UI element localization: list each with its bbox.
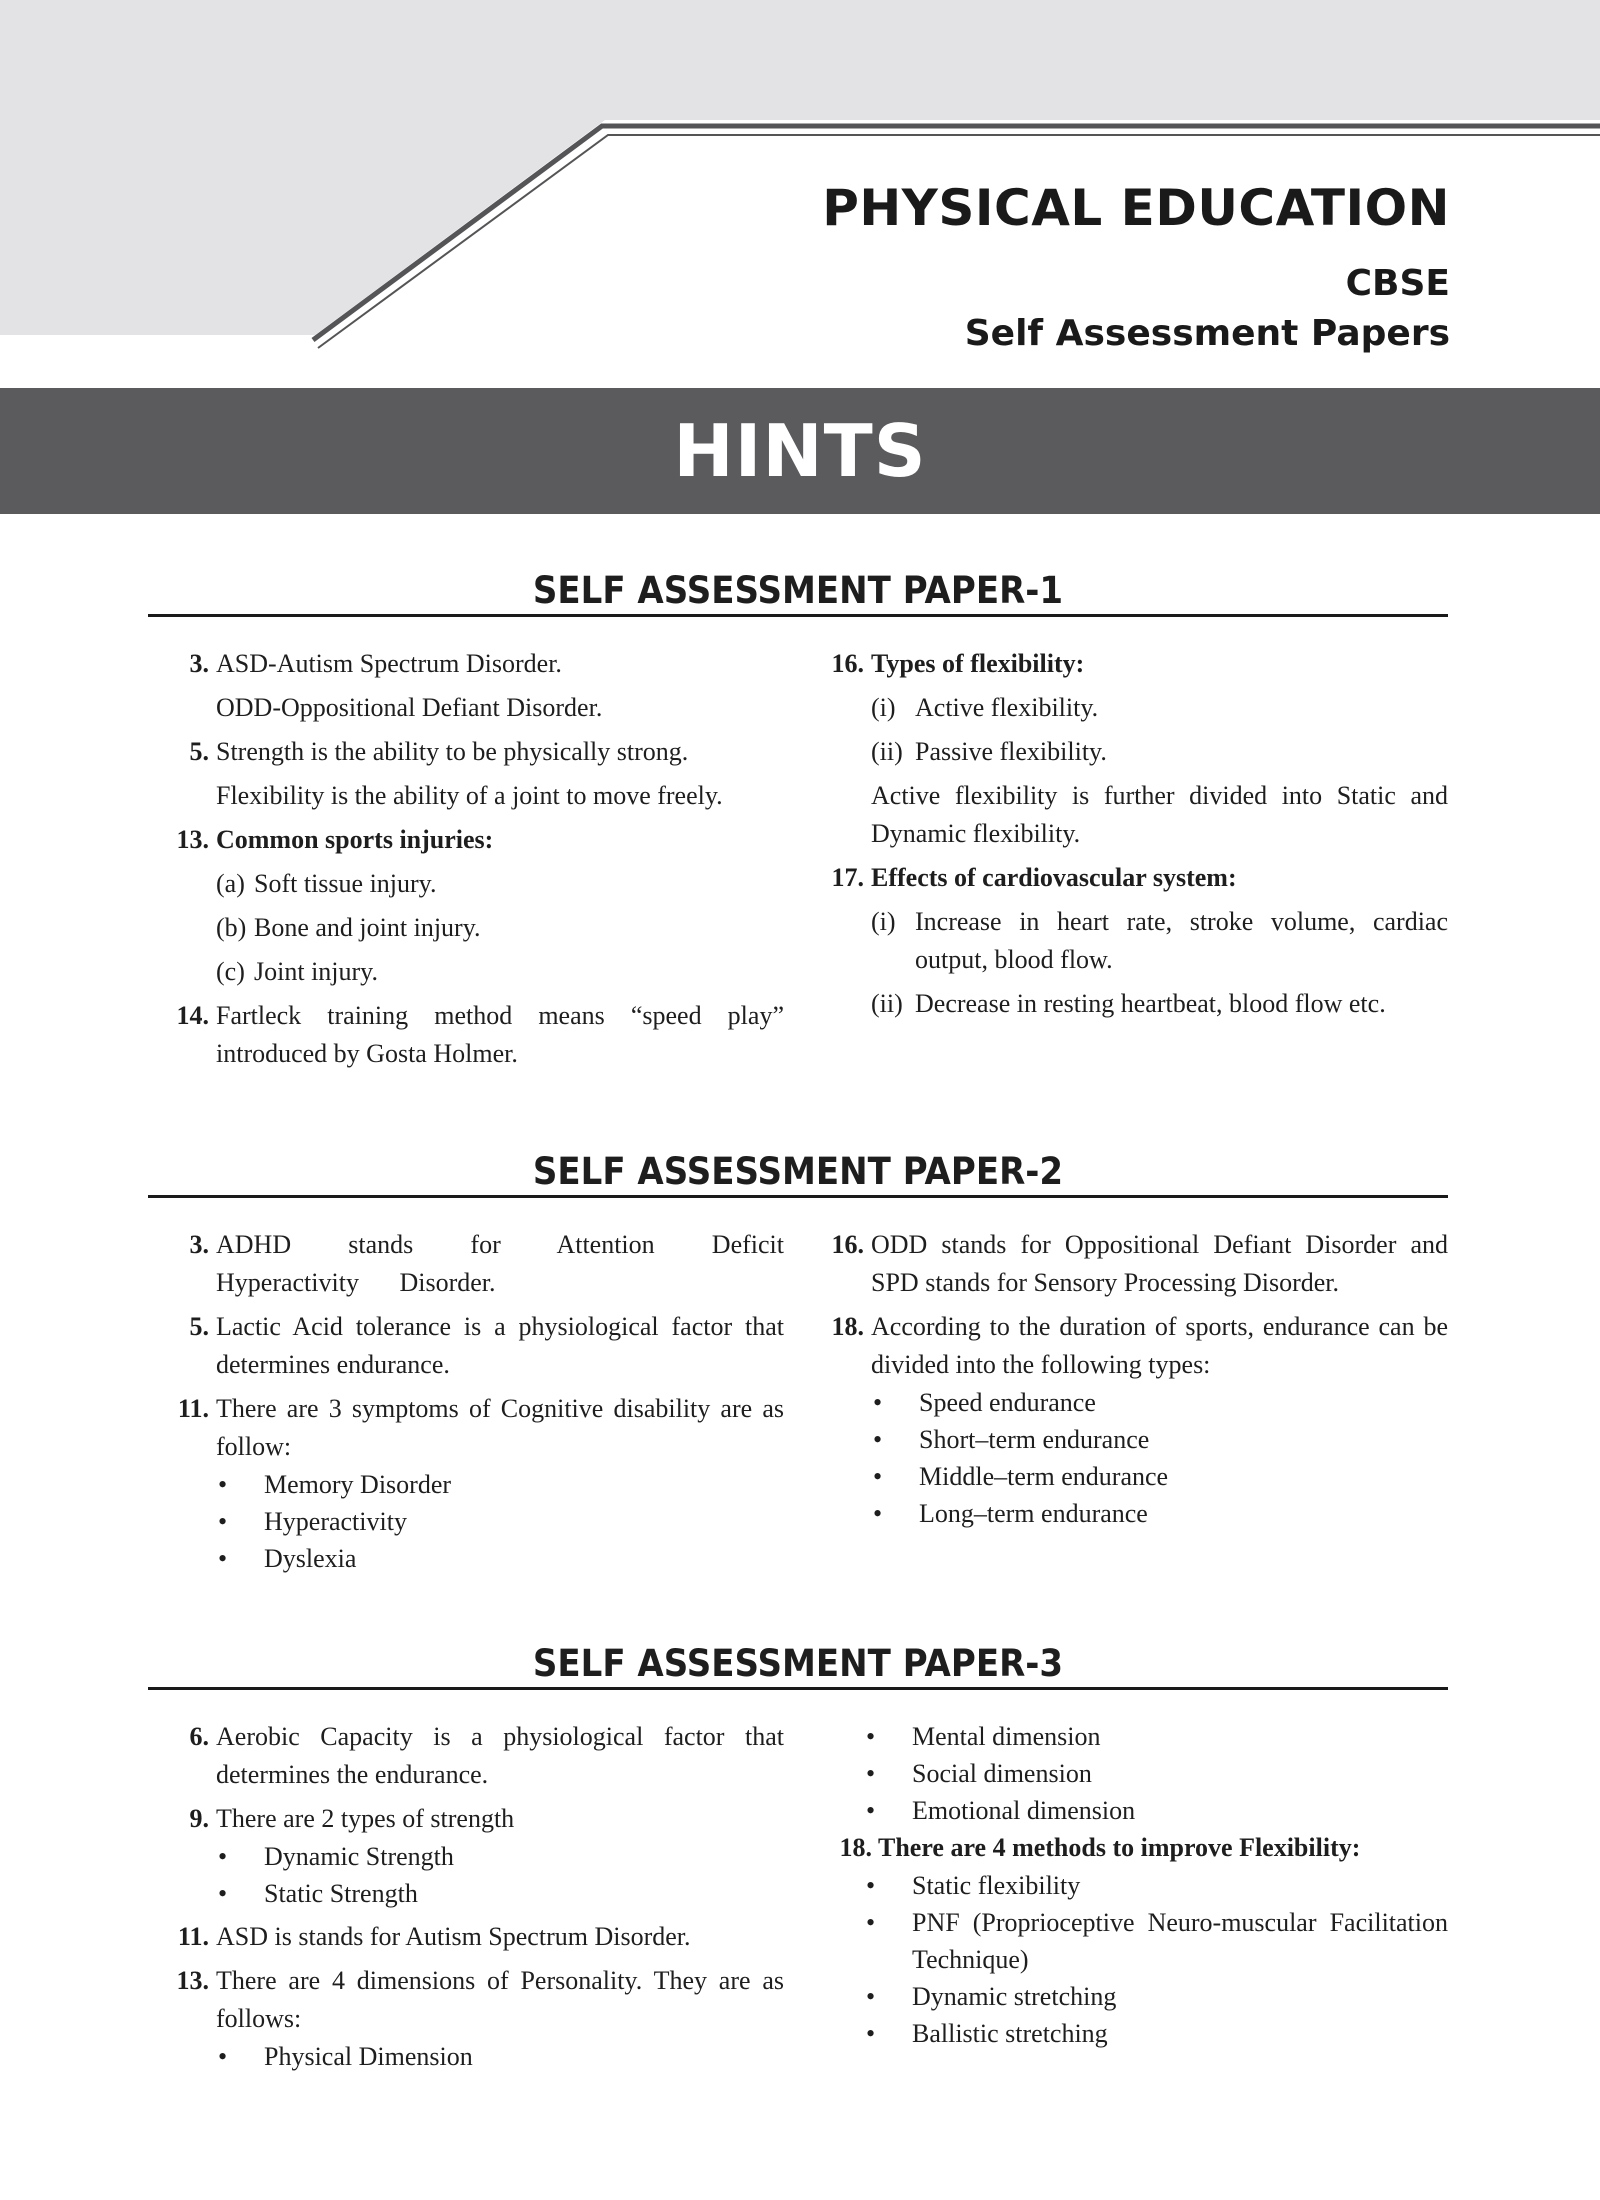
hint-item: [812, 859, 1448, 1023]
hint-text: Joint injury.: [254, 957, 378, 986]
hint-item: [165, 1308, 784, 1384]
right-column: [812, 1226, 1448, 1577]
section-title: SELF ASSESSMENT PAPER-3: [532, 1642, 1064, 1685]
item-number: 11.: [177, 1922, 209, 1951]
bullet-item: • Mental dimension: [864, 1718, 1448, 1755]
paper-3-section: [148, 1638, 1448, 2075]
page-title: PHYSICAL EDUCATION: [822, 179, 1450, 237]
bullet-text: Dynamic stretching: [912, 1982, 1117, 2011]
item-number: 16.: [831, 649, 864, 678]
hint-text: Fartleck training method means “speed play” introduced by Gosta Holmer.: [216, 1001, 784, 1068]
bullet-text: Static flexibility: [912, 1871, 1081, 1900]
bullet-item: • Static flexibility: [864, 1867, 1448, 1904]
hint-text: Active flexibility is further divided into Static and Dynamic flexibility.: [871, 781, 1448, 848]
item-number: 6.: [189, 1722, 209, 1751]
hint-heading: Common sports injuries:: [216, 825, 494, 854]
bullet-text: Long–term endurance: [919, 1499, 1148, 1528]
item-number: 5.: [189, 1312, 209, 1341]
bullet-text: Ballistic stretching: [912, 2019, 1108, 2048]
right-column: [812, 645, 1448, 1073]
subtitle: Self Assessment Papers: [964, 313, 1450, 354]
hint-item: [165, 1962, 784, 2075]
hint-item: [812, 645, 1448, 853]
hint-text: ODD stands for Oppositional Defiant Disorder and SPD stands for Sensory Processing Disorder.: [871, 1230, 1448, 1297]
hint-item: [165, 1718, 784, 1794]
board-label: CBSE: [1345, 263, 1450, 304]
hint-heading: There are 4 methods to improve Flexibility:: [878, 1833, 1361, 1862]
bullet-text: Middle–term endurance: [919, 1462, 1169, 1491]
hint-text: Aerobic Capacity is a physiological factor that determines the endurance.: [216, 1722, 784, 1789]
hint-text: Bone and joint injury.: [254, 913, 481, 942]
item-number: 5.: [189, 737, 209, 766]
hint-text: Flexibility is the ability of a joint to move freely.: [216, 781, 723, 810]
hint-item: [165, 645, 784, 727]
item-number: 13.: [176, 1966, 209, 1995]
hint-text: ODD-Oppositional Defiant Disorder.: [216, 693, 603, 722]
item-number: 13.: [176, 825, 209, 854]
bullet-text: Static Strength: [264, 1879, 418, 1908]
item-number: 11.: [177, 1394, 209, 1423]
bullet-text: Social dimension: [912, 1759, 1092, 1788]
bullet-item: • Dynamic stretching: [864, 1978, 1448, 2015]
paper-1-section: [148, 565, 1448, 1073]
item-number: 3.: [189, 649, 209, 678]
hint-text: According to the duration of sports, endurance can be divided into the following types:: [871, 1312, 1448, 1379]
hint-item: [812, 1308, 1448, 1532]
bullet-text: Hyperactivity: [264, 1507, 407, 1536]
left-column: [148, 645, 784, 1073]
left-column: [148, 1226, 784, 1577]
hint-item: [165, 1390, 784, 1577]
hint-text: Passive flexibility.: [915, 737, 1107, 766]
title-block: [822, 178, 1450, 356]
bullet-item: • Emotional dimension: [864, 1792, 1448, 1829]
bullet-text: Emotional dimension: [912, 1796, 1136, 1825]
bullet-item: • Short–term endurance: [871, 1421, 1448, 1458]
hint-text: Strength is the ability to be physically strong.: [216, 737, 689, 766]
item-number: 16.: [831, 1230, 864, 1259]
item-number: 18.: [831, 1312, 864, 1341]
hint-item: [812, 1829, 1448, 1867]
hint-text: Lactic Acid tolerance is a physiological factor that determines endurance.: [216, 1312, 784, 1379]
hint-heading: Effects of cardiovascular system:: [871, 863, 1237, 892]
hint-text: There are 3 symptoms of Cognitive disability are as follow:: [216, 1394, 784, 1461]
sub-marker: (c): [216, 957, 245, 986]
right-column: [812, 1718, 1448, 2075]
bullet-item: • Dynamic Strength: [216, 1838, 784, 1875]
hint-heading: Types of flexibility:: [871, 649, 1085, 678]
bullet-item: • Static Strength: [216, 1875, 784, 1912]
bullet-text: Dyslexia: [264, 1544, 357, 1573]
hint-text: Soft tissue injury.: [254, 869, 437, 898]
hint-item: [165, 1226, 784, 1302]
bullet-text: Dynamic Strength: [264, 1842, 454, 1871]
hint-item: [812, 1226, 1448, 1302]
sub-marker: (b): [216, 913, 247, 942]
bullet-item: • Speed endurance: [871, 1384, 1448, 1421]
hint-text: ASD is stands for Autism Spectrum Disorder.: [216, 1922, 691, 1951]
hint-text: ADHD stands for Attention Deficit Hyperactivity Disorder.: [216, 1230, 784, 1297]
bullet-item: • Dyslexia: [216, 1540, 784, 1577]
hint-text: There are 4 dimensions of Personality. They are as follows:: [216, 1966, 784, 2033]
paper-2-section: [148, 1146, 1448, 1577]
bullet-text: PNF (Proprioceptive Neuro-muscular Facilitation Technique): [912, 1908, 1448, 1974]
bullet-item: • Physical Dimension: [216, 2038, 784, 2075]
hint-text: ASD-Autism Spectrum Disorder.: [216, 649, 562, 678]
hint-text: Active flexibility.: [915, 693, 1099, 722]
sub-marker: (ii): [871, 989, 903, 1018]
hint-text: Decrease in resting heartbeat, blood flow etc.: [915, 989, 1386, 1018]
hints-banner: HINTS: [0, 388, 1600, 514]
hint-text: There are 2 types of strength: [216, 1804, 515, 1833]
sub-marker: (i): [871, 693, 896, 722]
bullet-item: • Social dimension: [864, 1755, 1448, 1792]
bullet-text: Short–term endurance: [919, 1425, 1150, 1454]
bullet-item: • Hyperactivity: [216, 1503, 784, 1540]
bullet-text: Speed endurance: [919, 1388, 1096, 1417]
bullet-item: • Ballistic stretching: [864, 2015, 1448, 2052]
bullet-text: Physical Dimension: [264, 2042, 473, 2071]
sub-marker: (i): [871, 907, 896, 936]
bullet-item: • Memory Disorder: [216, 1466, 784, 1503]
item-number: 9.: [189, 1804, 209, 1833]
item-number: 14.: [176, 1001, 209, 1030]
hint-item: [165, 1800, 784, 1912]
hint-item: [165, 733, 784, 815]
item-number: 3.: [189, 1230, 209, 1259]
hint-item: [165, 1918, 784, 1956]
sub-marker: (a): [216, 869, 245, 898]
item-number: 18.: [839, 1833, 872, 1862]
hint-item: [165, 821, 784, 991]
left-column: [148, 1718, 784, 2075]
section-title: SELF ASSESSMENT PAPER-2: [532, 1150, 1064, 1193]
sub-marker: (ii): [871, 737, 903, 766]
hint-item: [165, 997, 784, 1073]
bullet-item: • PNF (Proprioceptive Neuro-muscular Facilitation Technique): [864, 1904, 1448, 1978]
section-title: SELF ASSESSMENT PAPER-1: [532, 569, 1064, 612]
bullet-item: • Long–term endurance: [871, 1495, 1448, 1532]
bullet-item: • Middle–term endurance: [871, 1458, 1448, 1495]
bullet-text: Mental dimension: [912, 1722, 1101, 1751]
bullet-text: Memory Disorder: [264, 1470, 452, 1499]
hint-text: Increase in heart rate, stroke volume, cardiac output, blood flow.: [915, 907, 1448, 974]
item-number: 17.: [831, 863, 864, 892]
